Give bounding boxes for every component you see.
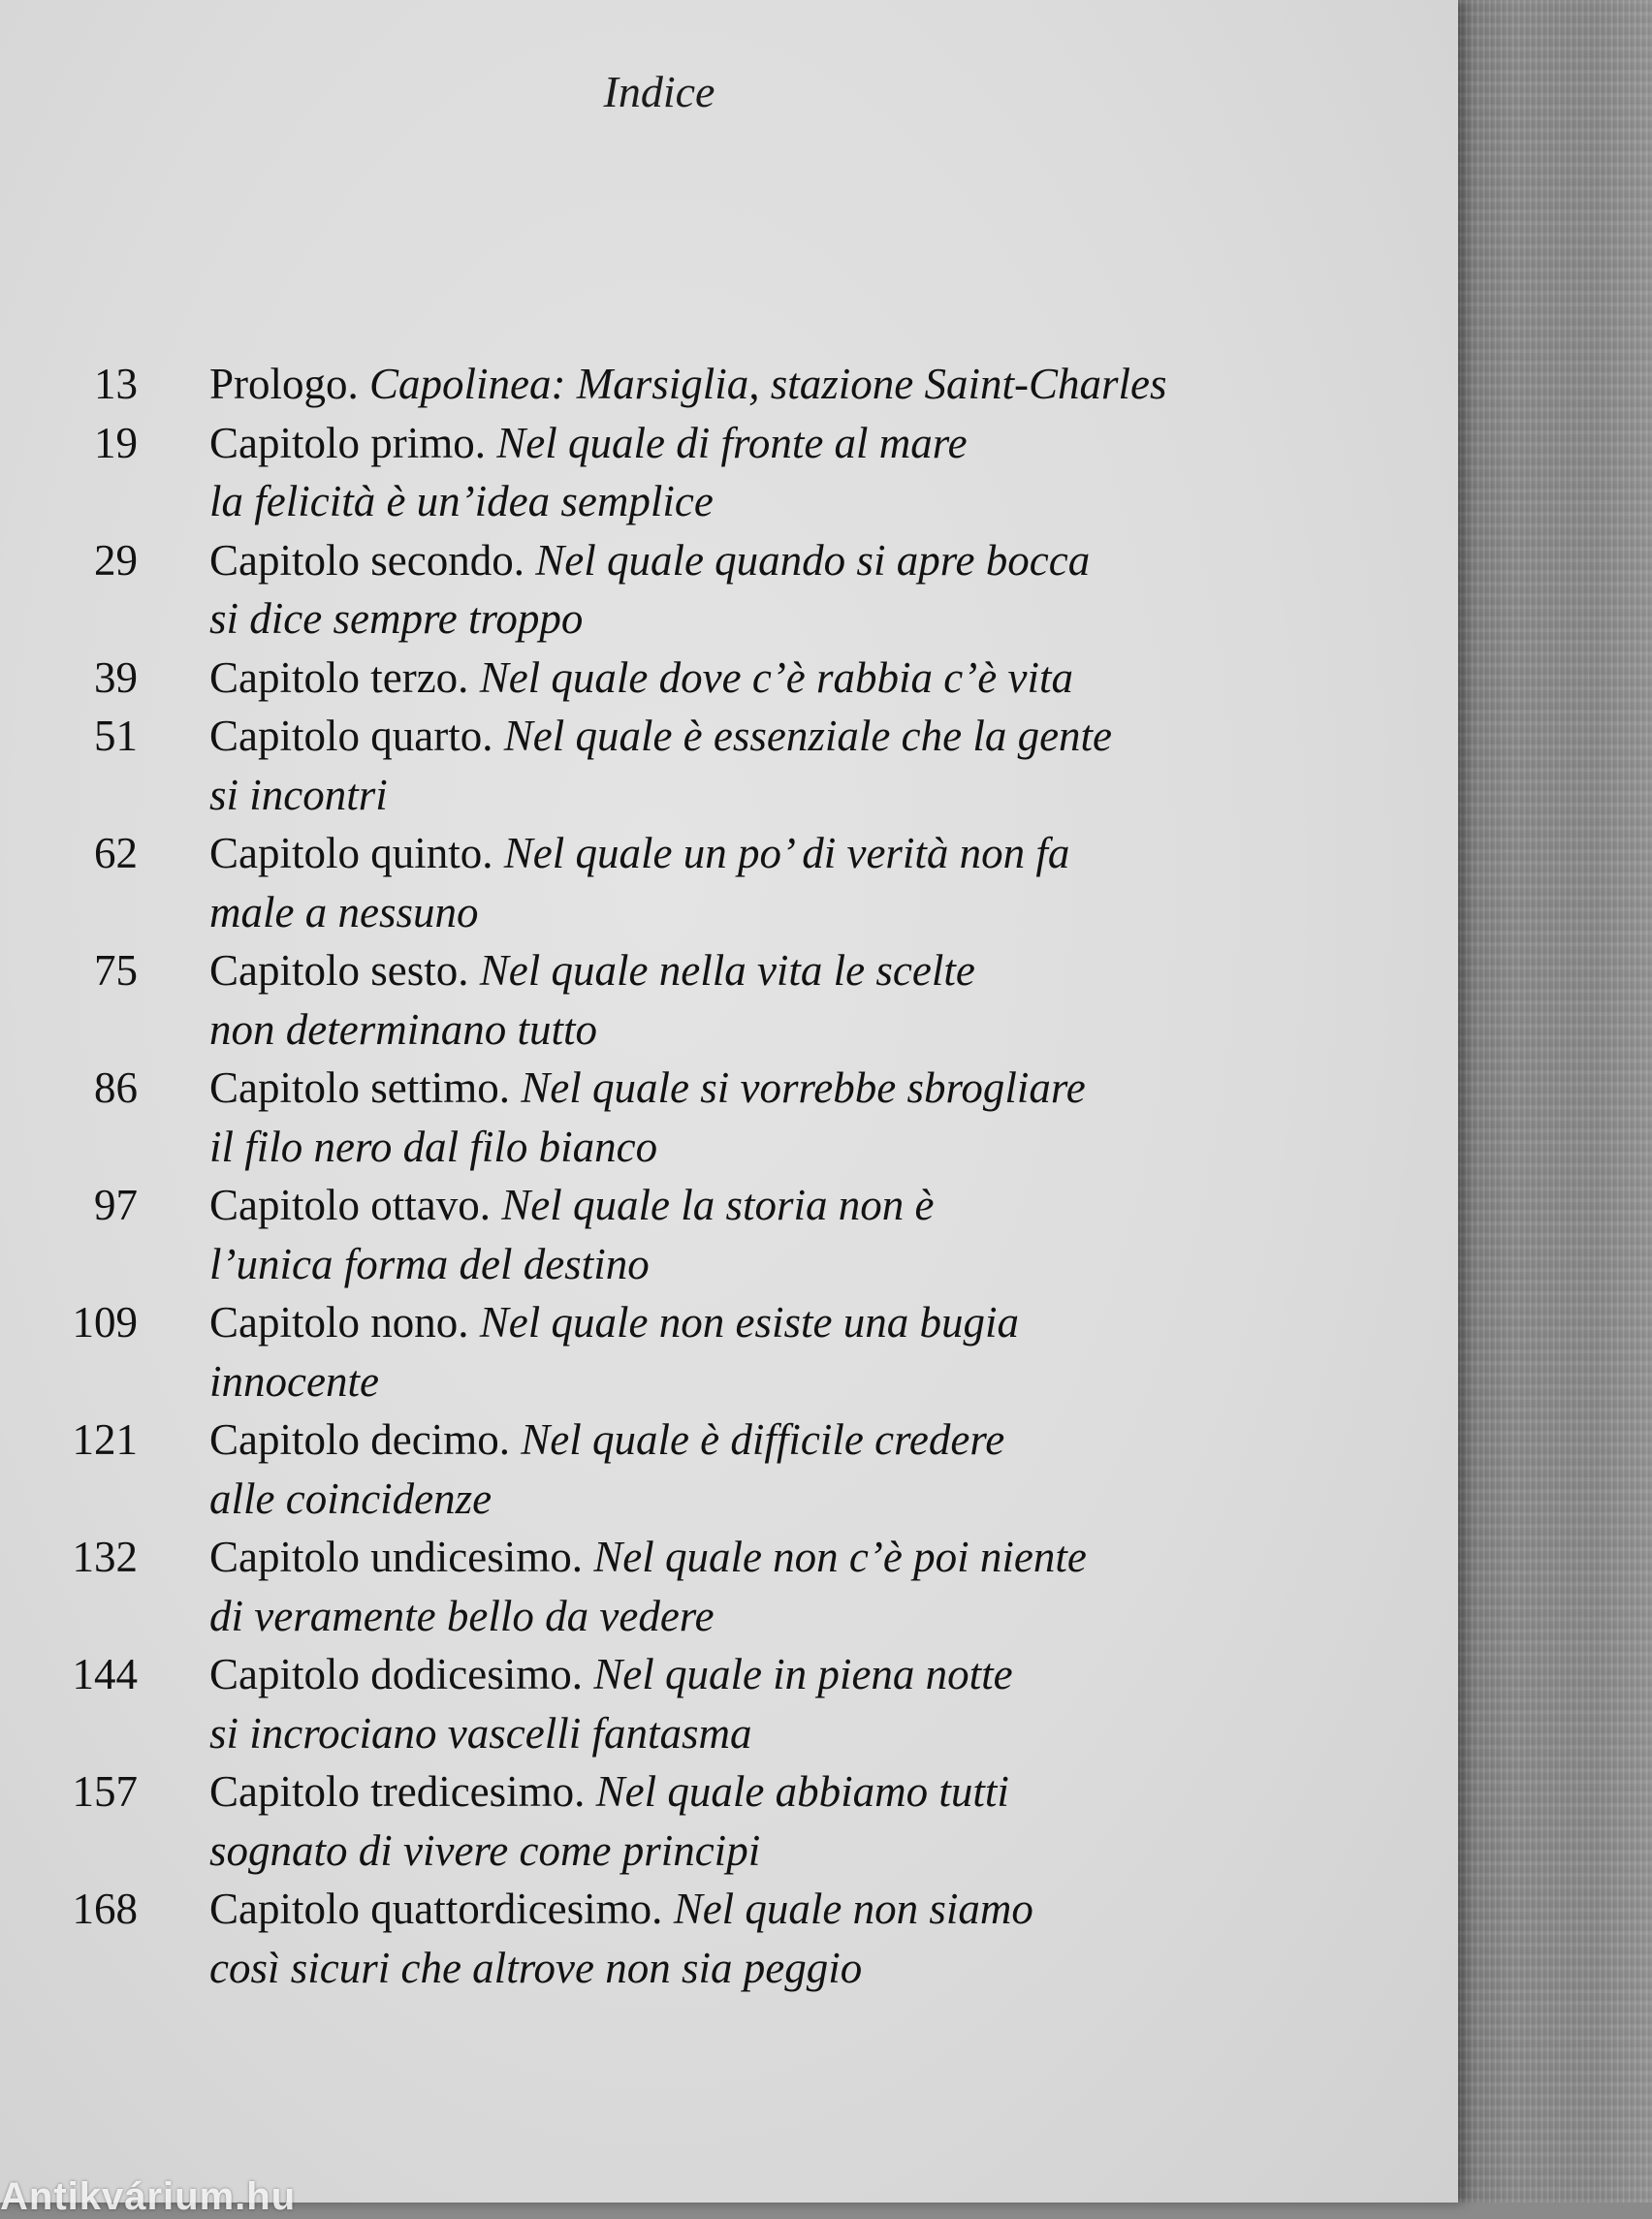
toc-chapter-subtitle: Nel quale dove c’è rabbia c’è vita [479, 652, 1073, 702]
toc-chapter-subtitle: Nel quale non c’è poi niente [593, 1533, 1087, 1581]
toc-entry-line [209, 355, 1338, 414]
toc-entry-line [209, 883, 1338, 942]
toc-page-number: 29 [94, 535, 138, 585]
toc-page-number: 51 [94, 712, 138, 760]
toc-page-number: 19 [94, 418, 138, 467]
toc-chapter-title: Capitolo undicesimo. [209, 1533, 583, 1581]
toc-entry-line [209, 1645, 1338, 1704]
toc-entry-text [209, 355, 1338, 414]
toc-chapter-subtitle: alle coincidenze [209, 1474, 492, 1523]
toc-chapter-subtitle: Nel quale è difficile credere [521, 1415, 1005, 1464]
toc-chapter-subtitle: così sicuri che altrove non sia peggio [209, 1943, 863, 1992]
toc-entry-line [209, 707, 1338, 766]
toc-chapter-subtitle: Nel quale di fronte al mare [496, 418, 968, 467]
toc-chapter-subtitle: Nel quale nella vita le scelte [479, 946, 975, 995]
toc-chapter-subtitle: Nel quale la storia non è [501, 1181, 935, 1229]
toc-chapter-title: Capitolo quinto. [209, 829, 493, 877]
toc-entry-text [209, 1059, 1338, 1176]
toc-page-number: 62 [94, 829, 138, 877]
toc-page-number: 109 [72, 1298, 138, 1347]
toc-entry-line [209, 824, 1338, 883]
toc-page-number: 168 [72, 1885, 138, 1933]
toc-entry-line [209, 1352, 1338, 1411]
toc-entry-text [209, 941, 1338, 1059]
toc-chapter-subtitle: male a nessuno [209, 887, 479, 936]
toc-page-number: 132 [72, 1533, 138, 1581]
toc-page-number: 157 [72, 1767, 138, 1816]
toc-entry-line [209, 1939, 1338, 1998]
toc-chapter-title: Capitolo quarto. [209, 712, 493, 760]
toc-entry-line [209, 649, 1338, 708]
toc-entry-line [209, 766, 1338, 825]
toc-chapter-subtitle: si incontri [209, 770, 388, 819]
toc-entry-line [209, 472, 1338, 531]
toc-entry-text [209, 531, 1338, 649]
toc-entry [0, 414, 1338, 531]
toc-entry-text [209, 414, 1338, 531]
toc-entry [0, 649, 1338, 708]
toc-entry [0, 707, 1338, 824]
toc-entry-line [209, 1587, 1338, 1646]
toc-entry-line [209, 531, 1338, 590]
toc-entry-line [209, 1293, 1338, 1352]
toc-entry-text [209, 1528, 1338, 1645]
toc-chapter-title: Capitolo secondo. [209, 535, 524, 585]
toc-entry-line [209, 1235, 1338, 1294]
toc-entry-line [209, 414, 1338, 473]
toc-entry-line [209, 941, 1338, 1000]
toc-entry-line [209, 1704, 1338, 1763]
toc-chapter-subtitle: Nel quale è essenziale che la gente [503, 712, 1113, 760]
toc-chapter-title: Prologo. [209, 360, 359, 408]
table-of-contents [0, 355, 1338, 1997]
toc-entry-text [209, 649, 1338, 708]
toc-chapter-title: Capitolo nono. [209, 1298, 469, 1347]
toc-entry-text [209, 1176, 1338, 1293]
toc-entry [0, 1293, 1338, 1411]
toc-entry-line [209, 1118, 1338, 1177]
toc-chapter-subtitle: l’unica forma del destino [209, 1239, 650, 1288]
toc-entry [0, 1176, 1338, 1293]
page-title: Indice [603, 67, 715, 116]
toc-chapter-subtitle: sognato di vivere come principi [209, 1825, 761, 1875]
toc-entry [0, 941, 1338, 1059]
toc-page-number: 13 [94, 360, 138, 408]
toc-entry-line [209, 1528, 1338, 1587]
toc-chapter-title: Capitolo terzo. [209, 652, 469, 702]
toc-chapter-subtitle: si dice sempre troppo [209, 594, 584, 643]
toc-chapter-title: Capitolo tredicesimo. [209, 1767, 586, 1816]
toc-chapter-subtitle: la felicità è un’idea semplice [209, 477, 714, 525]
toc-chapter-subtitle: Nel quale quando si apre bocca [535, 535, 1091, 585]
toc-chapter-title: Capitolo settimo. [209, 1063, 510, 1112]
toc-entry [0, 1762, 1338, 1880]
toc-entry-line [209, 1411, 1338, 1470]
background-texture [1454, 0, 1652, 2203]
watermark: Antikvárium.hu [0, 2175, 297, 2218]
toc-entry [0, 1411, 1338, 1528]
toc-chapter-title: Capitolo primo. [209, 418, 486, 467]
toc-entry-line [209, 1000, 1338, 1060]
toc-entry [0, 1880, 1338, 1997]
toc-chapter-subtitle: innocente [209, 1356, 379, 1406]
toc-chapter-title: Capitolo dodicesimo. [209, 1650, 583, 1698]
toc-chapter-subtitle: il filo nero dal filo bianco [209, 1122, 658, 1171]
toc-chapter-subtitle: Nel quale un po’ di verità non fa [503, 829, 1070, 877]
toc-page-number: 75 [94, 946, 138, 995]
toc-chapter-subtitle: di veramente bello da vedere [209, 1591, 715, 1640]
toc-page-number: 144 [72, 1650, 138, 1698]
toc-chapter-subtitle: non determinano tutto [209, 1004, 597, 1054]
toc-entry-line [209, 589, 1338, 649]
toc-chapter-subtitle: Nel quale abbiamo tutti [595, 1767, 1009, 1816]
toc-chapter-title: Capitolo quattordicesimo. [209, 1885, 663, 1933]
toc-chapter-title: Capitolo ottavo. [209, 1181, 491, 1229]
toc-chapter-subtitle: Nel quale non siamo [673, 1885, 1033, 1933]
toc-entry [0, 531, 1338, 649]
toc-page-number: 86 [94, 1063, 138, 1112]
toc-entry-text [209, 1645, 1338, 1762]
toc-chapter-subtitle: Nel quale si vorrebbe sbrogliare [521, 1063, 1086, 1112]
toc-page-number: 39 [94, 652, 138, 702]
toc-entry-line [209, 1470, 1338, 1529]
toc-entry-text [209, 1762, 1338, 1880]
toc-entry-line [209, 1762, 1338, 1822]
toc-entry-text [209, 707, 1338, 824]
toc-chapter-title: Capitolo sesto. [209, 946, 469, 995]
toc-entry-text [209, 1411, 1338, 1528]
toc-entry-text [209, 824, 1338, 941]
toc-chapter-subtitle: si incrociano vascelli fantasma [209, 1708, 752, 1758]
toc-chapter-subtitle: Nel quale non esiste una bugia [479, 1298, 1019, 1347]
toc-entry [0, 824, 1338, 941]
toc-entry-text [209, 1880, 1338, 1997]
toc-entry [0, 1528, 1338, 1645]
toc-page-number: 121 [72, 1415, 138, 1464]
toc-entry-line [209, 1880, 1338, 1939]
toc-chapter-title: Capitolo decimo. [209, 1415, 510, 1464]
toc-entry-text [209, 1293, 1338, 1411]
toc-entry-line [209, 1059, 1338, 1118]
toc-entry [0, 355, 1338, 414]
toc-chapter-subtitle: Capolinea: Marsiglia, stazione Saint-Charles [369, 360, 1167, 408]
toc-entry [0, 1645, 1338, 1762]
toc-page-number: 97 [94, 1181, 138, 1229]
toc-entry-line [209, 1176, 1338, 1235]
toc-entry [0, 1059, 1338, 1176]
toc-entry-line [209, 1822, 1338, 1881]
toc-chapter-subtitle: Nel quale in piena notte [593, 1650, 1013, 1698]
